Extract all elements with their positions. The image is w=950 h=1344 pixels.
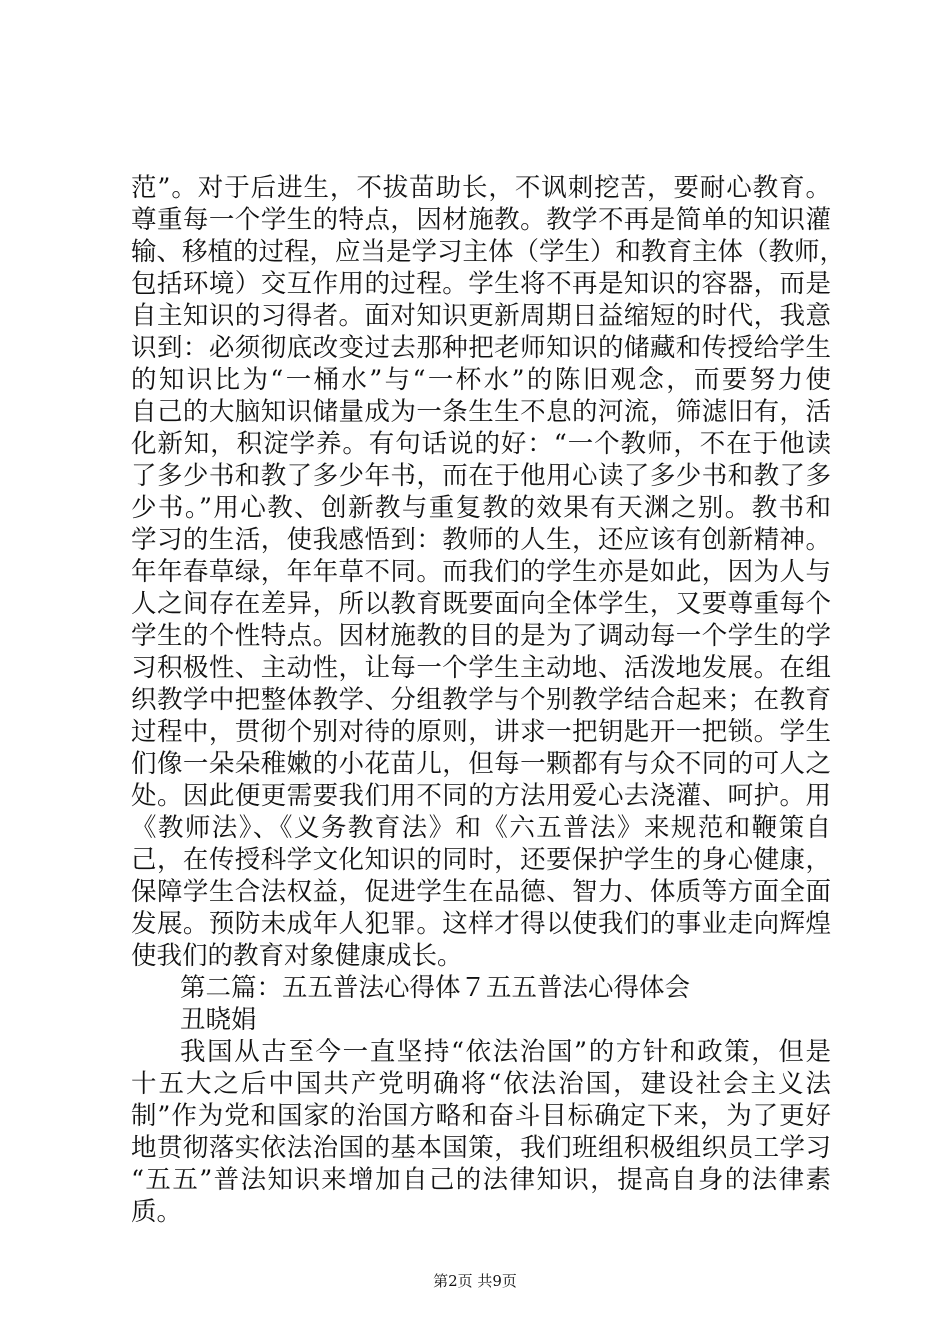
paragraph-line: 化新知，积淀学养。有句话说的好：“一个教师，不在于他读: [131, 429, 831, 459]
author-name: 丑晓娟: [180, 1005, 257, 1035]
paragraph-line: 的知识比为“一桶水”与“一杯水”的陈旧观念，而要努力使: [131, 365, 831, 395]
paragraph-line: 尊重每一个学生的特点，因材施教。教学不再是简单的知识灌: [131, 205, 831, 235]
paragraph-line: 少书。”用心教、创新教与重复教的效果有天渊之别。教书和: [131, 493, 831, 523]
page-number-footer: 第2页 共9页: [433, 1272, 517, 1290]
paragraph-line: 年年春草绿，年年草不同。而我们的学生亦是如此，因为人与: [131, 557, 831, 587]
paragraph-line: 了多少书和教了多少年书，而在于他用心读了多少书和教了多: [131, 461, 831, 491]
paragraph-line: 识到：必须彻底改变过去那种把老师知识的储藏和传授给学生: [131, 333, 831, 363]
paragraph-line: 们像一朵朵稚嫩的小花苗儿，但每一颗都有与众不同的可人之: [131, 749, 831, 779]
section-heading: 第二篇：五五普法心得体７五五普法心得体会: [180, 973, 691, 1003]
paragraph-line: 制”作为党和国家的治国方略和奋斗目标确定下来，为了更好: [131, 1101, 831, 1131]
paragraph-line: 学习的生活，使我感悟到：教师的人生，还应该有创新精神。: [131, 525, 831, 555]
paragraph-line: 使我们的教育对象健康成长。: [131, 941, 463, 971]
paragraph-line: 人之间存在差异，所以教育既要面向全体学生，又要尊重每个: [131, 589, 831, 619]
paragraph-line: 自己的大脑知识储量成为一条生生不息的河流，筛滤旧有，活: [131, 397, 831, 427]
paragraph-line: 处。因此便更需要我们用不同的方法用爱心去浇灌、呵护。用: [131, 781, 831, 811]
paragraph-line: 学生的个性特点。因材施教的目的是为了调动每一个学生的学: [131, 621, 831, 651]
paragraph-line: 发展。预防未成年人犯罪。这样才得以使我们的事业走向辉煌: [131, 909, 831, 939]
paragraph-line: 地贯彻落实依法治国的基本国策，我们班组积极组织员工学习: [131, 1133, 831, 1163]
paragraph-line: 己，在传授科学文化知识的同时，还要保护学生的身心健康，: [131, 845, 831, 875]
paragraph-line: 保障学生合法权益，促进学生在品德、智力、体质等方面全面: [131, 877, 831, 907]
paragraph-line: 包括环境）交互作用的过程。学生将不再是知识的容器，而是: [131, 269, 831, 299]
paragraph-line: 范”。对于后进生，不拔苗助长，不讽刺挖苦，要耐心教育。: [131, 173, 831, 203]
paragraph-line: “五五”普法知识来增加自己的法律知识，提高自身的法律素: [131, 1165, 831, 1195]
paragraph-line: 习积极性、主动性，让每一个学生主动地、活泼地发展。在组: [131, 653, 831, 683]
document-body: [131, 172, 846, 1228]
paragraph-line: 十五大之后中国共产党明确将“依法治国，建设社会主义法: [131, 1069, 831, 1099]
paragraph-line: 质。: [131, 1197, 183, 1227]
paragraph-line: 织教学中把整体教学、分组教学与个别教学结合起来；在教育: [131, 685, 831, 715]
paragraph-line: 《教师法》、《义务教育法》和《六五普法》来规范和鞭策自: [131, 813, 831, 843]
paragraph-line: 自主知识的习得者。面对知识更新周期日益缩短的时代，我意: [131, 301, 831, 331]
paragraph-line: 输、移植的过程，应当是学习主体（学生）和教育主体（教师，: [131, 237, 846, 267]
paragraph-line: 我国从古至今一直坚持“依法治国”的方针和政策，但是: [180, 1037, 831, 1067]
paragraph-line: 过程中，贯彻个别对待的原则，讲求一把钥匙开一把锁。学生: [131, 717, 831, 747]
